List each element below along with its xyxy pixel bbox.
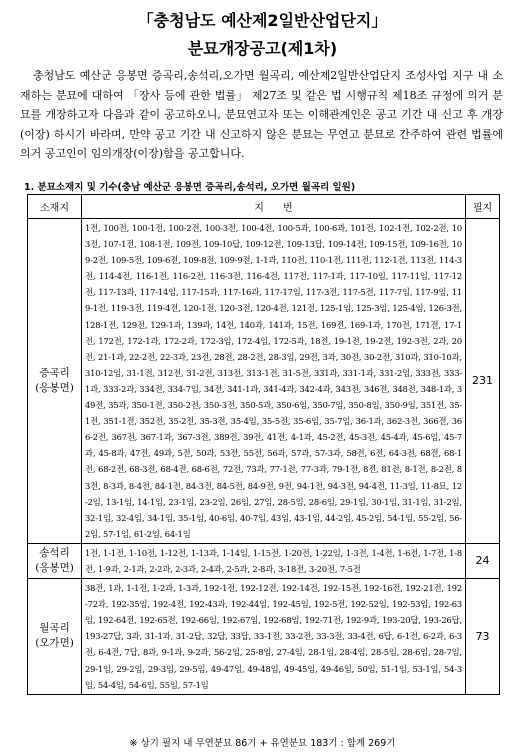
header-location: 소재지 xyxy=(28,195,82,219)
lot-numbers-cell: 1전, 100전, 100-1전, 100-2전, 100-3전, 100-4전, 100-5과, 100-6과, 101전, 102-1전, 102-2전, 103전, 107-1전, 108-1전, 109전, 109-10답, 109-12전, 109-13답, 109-14전, 109-15전, 109-16전, 109-2전, 109-5전, 109-6전, 109-8전, 109-9전, 1-1과, 110전, 110-1전, 111전, 112-1전, 113전, 114-3전, 114-4전, 116-1전, 116-2전, 116-3전, 116-4전, 117전, 117-1과, 117-10임, 117-11임, 117-12전, 117-13과, 117-14임, 117-15과, 117-16과, 117-17임, 117-3전, 117-5전, 117-7임, 117-9임, 119-1전, 119-3전, 119-4전, 120-1전, 120-3전, 120-4전, 121전, 125-1임, 125-3임, 125-4임, 126-3전, 128-1전, 129전, 129-1과, 139과, 14전, 140과, 141과, 15전, 169전, 169-1과, 170전, 171전, 17-1전, 172전, 172-1과, 172-2과, 172-3임, 172-4임, 172-5과, 18전, 19-1전, 19-2전, 192-3전, 2과, 20전, 21-1과, 22-2전, 22-3과, 23전, 28전, 28-2전, 28-3임, 29전, 3과, 30전, 30-2전, 310과, 310-10과, 310-12임, 31-1전, 312전, 31-2전, 313전, 313-1전, 31-5전, 331과, 331-1과, 331-2임, 333전, 333-1과, 333-2과, 334전, 334-7임, 34전, 341-1과, 341-4과, 342-4과, 343전, 346전, 348전, 348-1과, 349전, 35과, 350-1전, 350-2전, 350-3전, 350-5과, 350-6임, 350-7임, 350-8임, 350-9임, 351전, 35-1전, 351-1전, 352전, 35-2전, 35-3전, 35-4임, 35-5전, 35-6임, 35-7임, 36-1과, 362-3전, 366전, 366-2전, 367전, 367-1과, 367-3전, 389전, 39전, 41전, 4-1과, 45-2전, 45-3전, 45-4과, 45-6임, 45-7과, 45-8과, 47전, 49과, 5전, 50과, 53전, 55전, 56과, 57과, 57-3과, 58전, 6전, 64-3전, 68전, 68-1전, 68-2전, 68-3전, 68-4전, 68-6전, 72전, 73과, 77-1전, 77-3과, 79-1전, 8전, 81전, 8-1전, 8-2전, 83전, 8-3과, 8-4전, 84-1전, 84-3전, 84-5전, 84-9전, 9전, 94-1전, 94-3전, 94-4전, 11-3임, 11-8묘, 12-2임, 13-1임, 14-1임, 23-1임, 23-2임, 26임, 27임, 28-5임, 28-6임, 29-1임, 30-1임, 31-1임, 31-2임, 32-1임, 32-4임, 34-1임, 35-1임, 40-6임, 40-7임, 43임, 43-1임, 44-2임, 45-2임, 54-1임, 55-2임, 56-2임, 57-1임, 61-2임, 64-1임 xyxy=(82,219,466,544)
parcel-count-cell: 73 xyxy=(466,579,500,695)
location-cell: 송석리 (응봉면) xyxy=(28,543,82,578)
lot-numbers-cell: 1전, 1-1전, 1-10전, 1-12전, 1-13과, 1-14임, 1-15전, 1-20전, 1-22임, 1-3전, 1-4전, 1-6전, 1-7전, 1-8전, 1-9과, 2-1과, 2-2과, 2-3과, 2-4과, 2-5과, 2-8과, 3-18전, 3-20전, 7-5전 xyxy=(82,543,466,578)
location-cell: 증곡리 (응봉면) xyxy=(28,219,82,544)
footer-note: ※ 상기 필지 내 무연분묘 86기 + 유연분묘 183기 : 합계 269기 xyxy=(129,738,396,749)
table-row-wolgok xyxy=(28,579,500,695)
table-header-row xyxy=(28,195,500,219)
intro-paragraph: 충청남도 예산군 응봉면 증곡리,송석리,오가면 월곡리, 예산제2일반산업단지 조성사업 지구 내 소재하는 분묘에 대하여 「장사 등에 관한 법률」 제27조 및 같은 법 시행규칙 제18조 규정에 의거 분묘를 개장하고자 다음과 같이 공고하오니, 분묘연고자 또는 이해관계인은 공고 기간 내 신고 후 개장(이장) 하시기 바라며, 만약 공고 기간 내 신고하지 않은 분묘는 무연고 분묘로 간주하여 관련 법률에 의거 공고인이 임의개장(이장)함을 공고합니다. xyxy=(20,69,503,160)
lot-numbers-cell: 38전, 1과, 1-1전, 1-2과, 1-3과, 192-1전, 192-12전, 192-14전, 192-15전, 192-16전, 192-21전, 192-72과, 192-35임, 192-4전, 192-43과, 192-44임, 192-45임, 192-5전, 192-52임, 192-53임, 192-63임, 192-64전, 192-65전, 192-66임, 192-67임, 192-68임, 192-71전, 192-9과, 193-20답, 193-26답, 193-27답, 3과, 31-1과, 31-2답, 32답, 33답, 33-1전, 33-2전, 33-3전, 33-4전, 6답, 6-1전, 6-2과, 6-3전, 6-4전, 7답, 8과, 9-1과, 9-2과, 56-2임, 25-8임, 27-4임, 28-1임, 28-4임, 28-5임, 28-6임, 28-7임, 29-1임, 29-2임, 29-3임, 29-5임, 49-47임, 49-48임, 49-45임, 49-46임, 50임, 51-1임, 53-1임, 54-3임, 54-4임, 54-6임, 55임, 57-1임 xyxy=(82,579,466,695)
section-title: 1. 분묘소재지 및 기수(충남 예산군 응봉면 증곡리,송석리, 오가면 월곡리 일원) xyxy=(24,182,356,193)
table-row-jeunggok xyxy=(28,219,500,544)
grave-location-table xyxy=(27,194,500,695)
parcel-count-cell: 24 xyxy=(466,543,500,578)
notice-subtitle: 분묘개장공고(제1차) xyxy=(187,39,338,58)
header-lot-numbers: 지 번 xyxy=(82,195,466,219)
parcel-count-cell: 231 xyxy=(466,219,500,544)
notice-title: 「충청남도 예산제2일반산업단지」 xyxy=(137,11,388,30)
table-row-songseok xyxy=(28,543,500,578)
location-cell: 월곡리 (오가면) xyxy=(28,579,82,695)
header-parcel-count: 필지 xyxy=(466,195,500,219)
